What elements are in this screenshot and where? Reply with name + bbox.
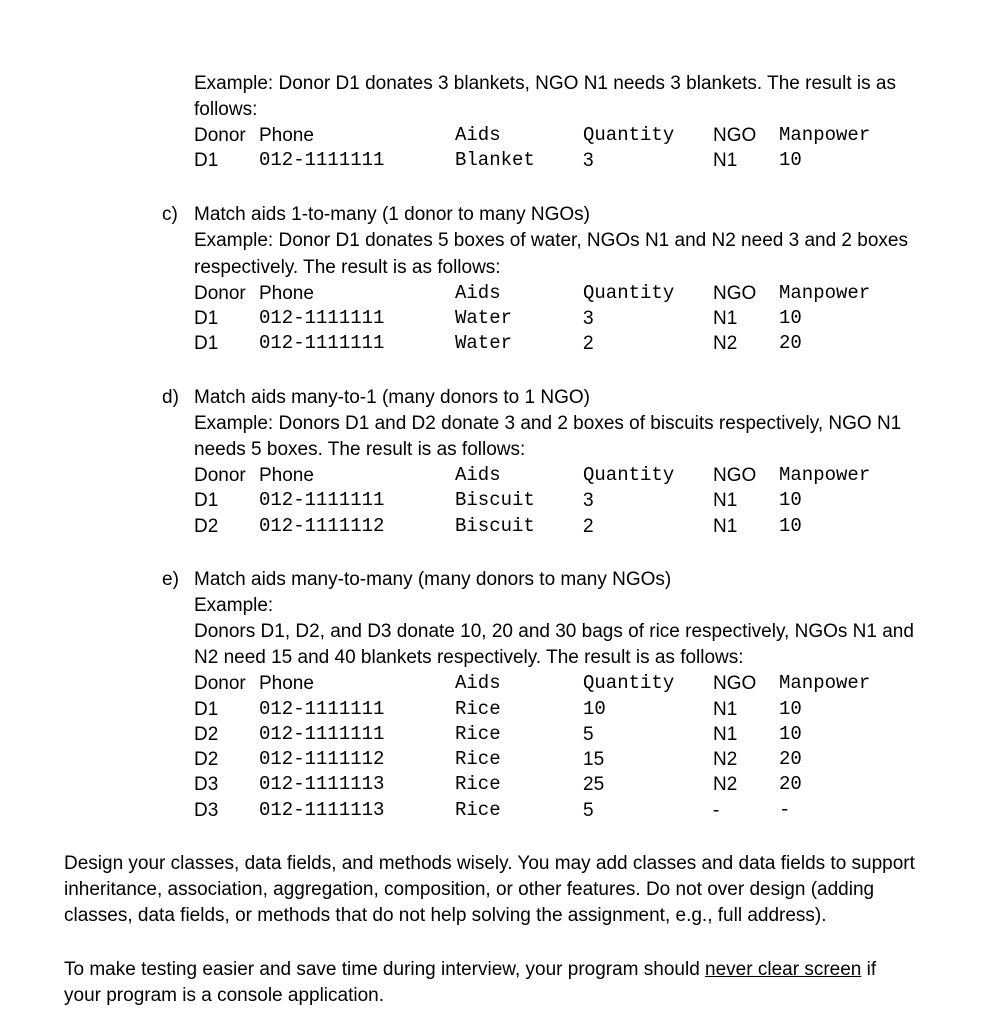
cell-ngo: N1 — [713, 308, 738, 329]
e-example-line-2: Donors D1, D2, and D3 donate 10, 20 and 30 bags of rice respectively, NGOs N1 and — [194, 621, 914, 642]
cell-quantity: 3 — [583, 490, 594, 511]
cell-ngo: N1 — [713, 724, 738, 745]
header-phone: Phone — [259, 125, 314, 146]
cell-donor: D1 — [194, 333, 219, 354]
header-aids: Aids — [455, 282, 501, 304]
header-donor: Donor — [194, 125, 246, 146]
testing-line-2: your program is a console application. — [64, 985, 385, 1006]
cell-manpower: 20 — [779, 748, 802, 770]
cell-donor: D2 — [194, 516, 219, 537]
cell-manpower: 10 — [779, 307, 802, 329]
header-phone: Phone — [259, 283, 314, 304]
header-donor: Donor — [194, 283, 246, 304]
never-clear-screen-underlined: never clear screen — [705, 959, 862, 980]
cell-manpower: 20 — [779, 773, 802, 795]
header-ngo: NGO — [713, 465, 757, 486]
cell-donor: D3 — [194, 800, 219, 821]
cell-quantity: 3 — [583, 150, 594, 171]
cell-aids: Rice — [455, 799, 501, 821]
d-title: Match aids many-to-1 (many donors to 1 NGO) — [194, 387, 590, 408]
cell-phone: 012-1111111 — [259, 489, 385, 511]
cell-ngo: - — [713, 800, 720, 821]
cell-manpower: 10 — [779, 698, 802, 720]
cell-manpower: 20 — [779, 332, 802, 354]
cell-aids: Biscuit — [455, 515, 535, 537]
testing-line-1 — [64, 957, 876, 982]
d-example-line-2: needs 5 boxes. The result is as follows: — [194, 439, 526, 460]
header-aids: Aids — [455, 124, 501, 146]
design-line-2: inheritance, association, aggregation, composition, or other features. Do not over design (adding — [64, 879, 875, 900]
cell-donor: D2 — [194, 749, 219, 770]
cell-donor: D1 — [194, 308, 219, 329]
cell-ngo: N2 — [713, 333, 738, 354]
cell-aids: Water — [455, 307, 513, 329]
b-example-line-1: Example: Donor D1 donates 3 blankets, NGO N1 needs 3 blankets. The result is as — [194, 73, 896, 94]
cell-aids: Rice — [455, 698, 501, 720]
header-donor: Donor — [194, 465, 246, 486]
b-example-line-2: follows: — [194, 99, 258, 120]
c-example-line-1: Example: Donor D1 donates 5 boxes of water, NGOs N1 and N2 need 3 and 2 boxes — [194, 230, 908, 251]
cell-quantity: 25 — [583, 774, 605, 795]
c-example-line-2: respectively. The result is as follows: — [194, 257, 501, 278]
cell-ngo: N2 — [713, 774, 738, 795]
header-manpower: Manpower — [779, 464, 871, 486]
cell-aids: Rice — [455, 748, 501, 770]
header-aids: Aids — [455, 464, 501, 486]
cell-quantity: 10 — [583, 698, 606, 720]
design-line-3: classes, data fields, or methods that do not help solving the assignment, e.g., full address). — [64, 905, 827, 926]
cell-donor: D1 — [194, 699, 219, 720]
testing-line-1-end: if — [861, 959, 877, 980]
cell-aids: Biscuit — [455, 489, 535, 511]
cell-donor: D2 — [194, 724, 219, 745]
design-line-1: Design your classes, data fields, and methods wisely. You may add classes and data fields to support — [64, 853, 915, 874]
cell-quantity: 5 — [583, 724, 594, 745]
cell-ngo: N2 — [713, 749, 738, 770]
cell-phone: 012-1111111 — [259, 698, 385, 720]
d-label: d) — [162, 387, 179, 408]
cell-phone: 012-1111111 — [259, 149, 385, 171]
cell-aids: Blanket — [455, 149, 535, 171]
e-example-line-3: N2 need 15 and 40 blankets respectively. The result is as follows: — [194, 647, 744, 668]
testing-line-1-text: To make testing easier and save time during interview, your program should — [64, 959, 706, 980]
cell-donor: D1 — [194, 490, 219, 511]
header-manpower: Manpower — [779, 124, 871, 146]
cell-phone: 012-1111113 — [259, 773, 385, 795]
cell-phone: 012-1111112 — [259, 748, 385, 770]
cell-quantity: 15 — [583, 749, 605, 770]
cell-ngo: N1 — [713, 699, 738, 720]
cell-manpower: - — [779, 799, 791, 821]
cell-phone: 012-1111111 — [259, 307, 385, 329]
cell-manpower: 10 — [779, 515, 802, 537]
cell-quantity: 2 — [583, 333, 594, 354]
header-aids: Aids — [455, 672, 501, 694]
header-ngo: NGO — [713, 673, 757, 694]
header-manpower: Manpower — [779, 282, 871, 304]
cell-aids: Rice — [455, 723, 501, 745]
cell-manpower: 10 — [779, 723, 802, 745]
cell-phone: 012-1111111 — [259, 332, 385, 354]
cell-ngo: N1 — [713, 150, 738, 171]
d-example-line-1: Example: Donors D1 and D2 donate 3 and 2 boxes of biscuits respectively, NGO N1 — [194, 413, 902, 434]
e-example-line-1: Example: — [194, 595, 274, 616]
c-label: c) — [162, 204, 178, 225]
header-quantity: Quantity — [583, 464, 675, 486]
cell-donor: D1 — [194, 150, 219, 171]
cell-phone: 012-1111111 — [259, 723, 385, 745]
cell-aids: Rice — [455, 773, 501, 795]
cell-ngo: N1 — [713, 516, 738, 537]
cell-phone: 012-1111112 — [259, 515, 385, 537]
cell-manpower: 10 — [779, 489, 802, 511]
header-ngo: NGO — [713, 283, 757, 304]
cell-quantity: 2 — [583, 516, 594, 537]
cell-quantity: 3 — [583, 308, 594, 329]
header-quantity: Quantity — [583, 124, 675, 146]
header-ngo: NGO — [713, 125, 757, 146]
c-title: Match aids 1-to-many (1 donor to many NGOs) — [194, 204, 590, 225]
header-donor: Donor — [194, 673, 246, 694]
header-phone: Phone — [259, 465, 314, 486]
e-title: Match aids many-to-many (many donors to many NGOs) — [194, 569, 672, 590]
cell-ngo: N1 — [713, 490, 738, 511]
e-label: e) — [162, 569, 179, 590]
header-phone: Phone — [259, 673, 314, 694]
header-quantity: Quantity — [583, 672, 675, 694]
cell-phone: 012-1111113 — [259, 799, 385, 821]
cell-aids: Water — [455, 332, 513, 354]
header-quantity: Quantity — [583, 282, 675, 304]
header-manpower: Manpower — [779, 672, 871, 694]
cell-donor: D3 — [194, 774, 219, 795]
cell-manpower: 10 — [779, 149, 802, 171]
cell-quantity: 5 — [583, 800, 594, 821]
